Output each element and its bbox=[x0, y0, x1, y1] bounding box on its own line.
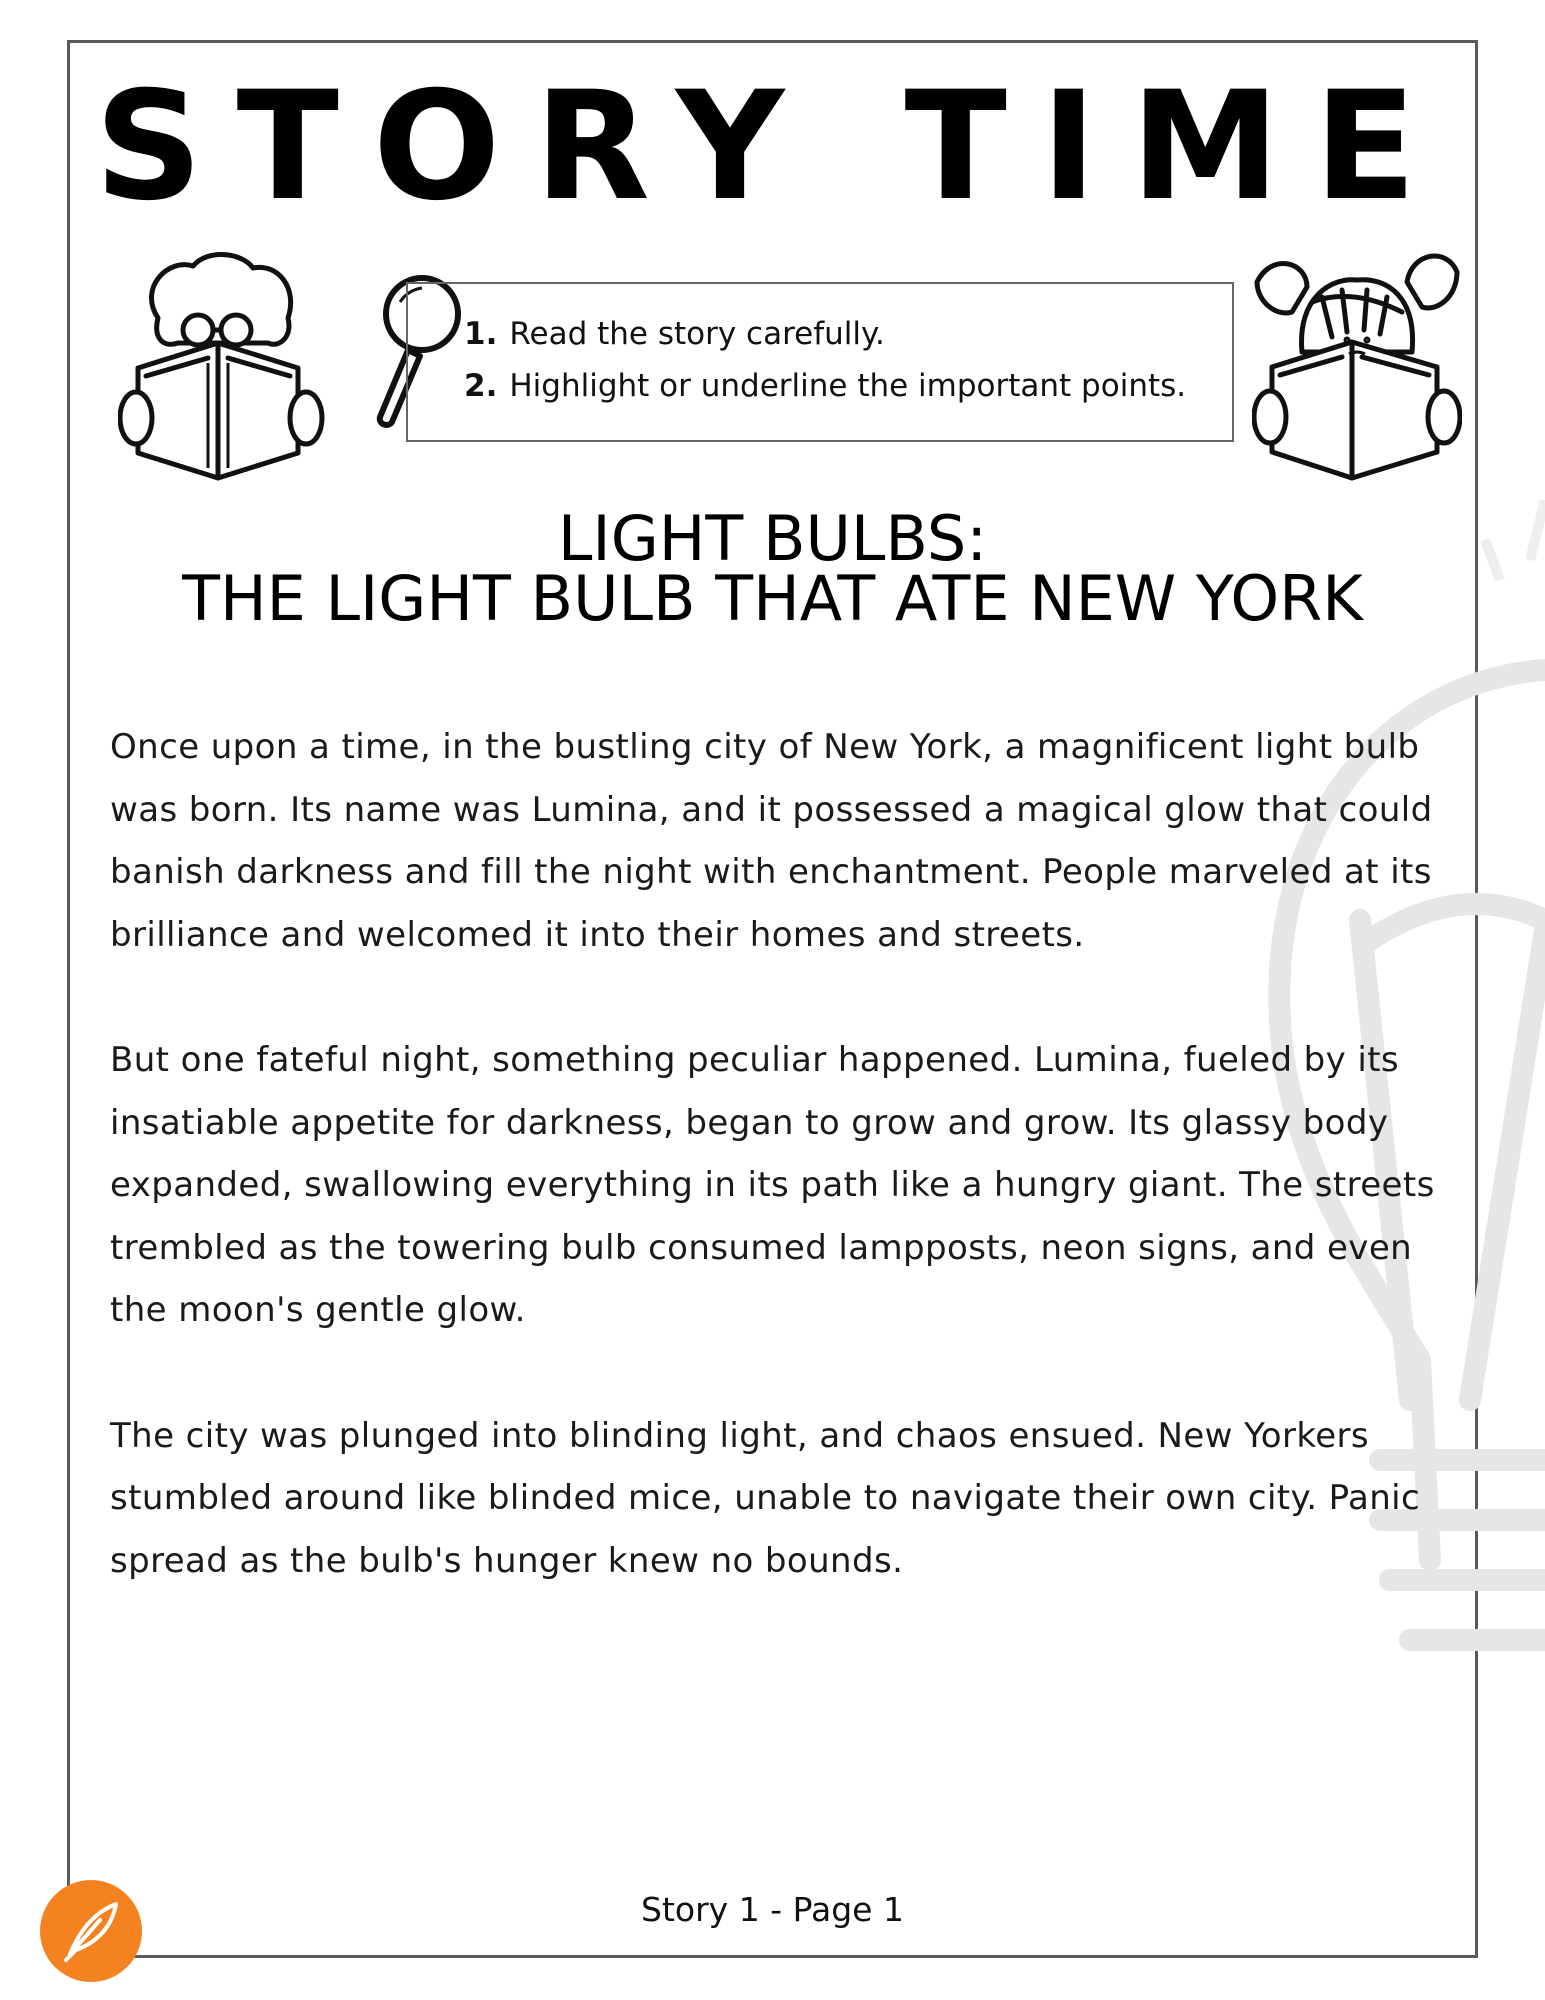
boy-reading-book-icon bbox=[118, 248, 328, 488]
instructions-box bbox=[406, 282, 1234, 442]
story-paragraph: But one fateful night, something peculiar happened. Lumina, fueled by its insatiable appetite for darkness, began to grow and grow. Its glassy body expanded, swallowing everything in its path like a hungry giant. The streets trembled as the towering bulb consumed lampposts, neon signs, and even the moon's gentle glow. bbox=[110, 1039, 1435, 1331]
instruction-number: 1. bbox=[464, 316, 498, 352]
story-body bbox=[110, 716, 1440, 1655]
feather-logo-icon bbox=[40, 1880, 142, 1982]
instruction-text: Read the story carefully. bbox=[509, 316, 885, 352]
page-title: STORY TIME bbox=[94, 60, 1451, 234]
story-title-line1: LIGHT BULBS: bbox=[557, 502, 988, 575]
page-number: Story 1 - Page 1 bbox=[641, 1890, 904, 1929]
story-paragraph: The city was plunged into blinding light, and chaos ensued. New Yorkers stumbled around like blinded mice, unable to navigate their own city. Panic spread as the bulb's hunger knew no bounds. bbox=[110, 1415, 1421, 1581]
story-title-line2: THE LIGHT BULB THAT ATE NEW YORK bbox=[182, 562, 1363, 635]
story-paragraph: Once upon a time, in the bustling city of New York, a magnificent light bulb was born. Its name was Lumina, and it possessed a magical glow that could banish darkness and fill the night with enchantment. People marveled at its brilliance and welcomed it into their homes and streets. bbox=[110, 727, 1433, 955]
girl-reading-book-icon bbox=[1252, 242, 1462, 488]
instruction-number: 2. bbox=[464, 368, 498, 404]
instruction-item bbox=[464, 360, 1232, 412]
instruction-item bbox=[464, 308, 1232, 360]
instruction-text: Highlight or underline the important points. bbox=[509, 368, 1187, 404]
